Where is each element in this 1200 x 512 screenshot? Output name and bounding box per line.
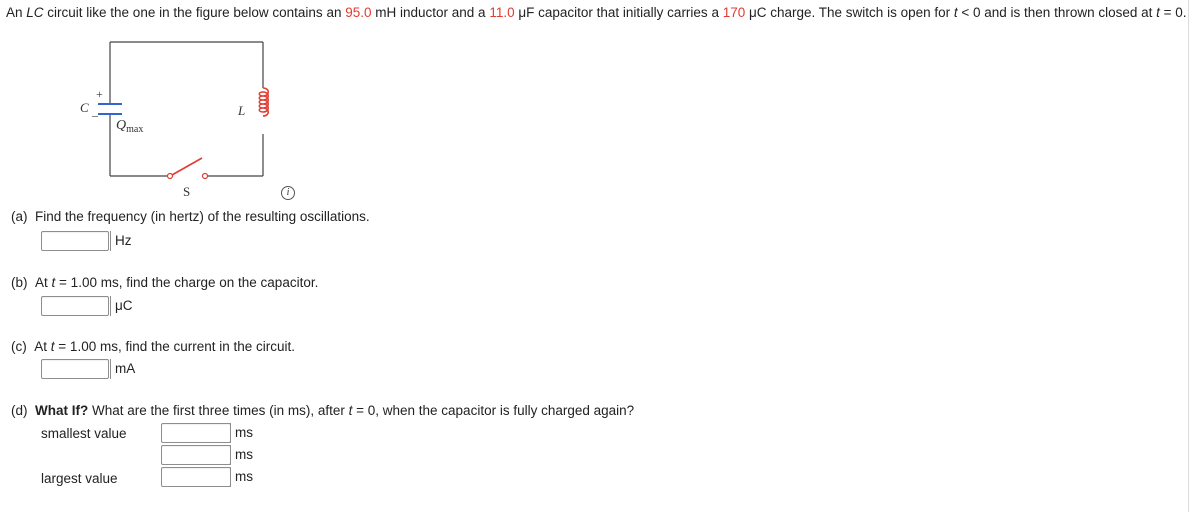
problem-statement: An LC circuit like the one in the figure below contains an 95.0 mH inductor and a 11.0 μF capacitor that initially carries a 170 μC charge. The switch is open for t < 0 and is then thrown closed at t = 0. [6, 5, 1187, 20]
lc-circuit-diagram [0, 40, 300, 200]
part-c-answer-input[interactable] [41, 359, 109, 379]
capacitance-value: 11.0 [489, 5, 515, 20]
part-d-question: (d) What If? What are the first three times (in ms), after t = 0, when the capacitor is fully charged again? [11, 403, 635, 418]
part-c-unit: mA [110, 359, 135, 379]
part-a-unit: Hz [110, 231, 132, 251]
switch-lever [172, 158, 202, 175]
qmax-label: $Q_{max}$ [116, 118, 144, 135]
capacitor-label: C [80, 100, 89, 115]
info-icon[interactable]: i [281, 186, 295, 200]
page-border [1188, 0, 1189, 512]
inductor-coil [259, 88, 268, 116]
switch-label: S [183, 184, 191, 199]
part-c-question: (c) At t = 1.00 ms, find the current in the circuit. [11, 339, 296, 354]
part-d-unit-2: ms [230, 445, 253, 465]
switch-contact-right [203, 174, 208, 179]
part-d-answer-input-1[interactable] [161, 423, 231, 443]
capacitor-plus: + [96, 87, 103, 101]
part-d-answer-input-3[interactable] [161, 467, 231, 487]
charge-value: 170 [722, 5, 746, 20]
part-b-question: (b) At t = 1.00 ms, find the charge on the capacitor. [11, 275, 319, 290]
part-d-answer-input-2[interactable] [161, 445, 231, 465]
inductor-label: L [238, 103, 246, 118]
part-a-question: (a) Find the frequency (in hertz) of the resulting oscillations. [11, 209, 370, 224]
inductance-value: 95.0 [345, 5, 372, 20]
smallest-value-label: smallest value [41, 426, 127, 441]
part-b-answer-input[interactable] [41, 296, 109, 316]
part-a-answer-input[interactable] [41, 231, 109, 251]
part-d-unit-1: ms [230, 423, 253, 443]
largest-value-label: largest value [41, 471, 118, 486]
part-d-unit-3: ms [230, 467, 253, 487]
part-b-unit: μC [110, 296, 133, 316]
capacitor-minus: – [92, 108, 98, 122]
